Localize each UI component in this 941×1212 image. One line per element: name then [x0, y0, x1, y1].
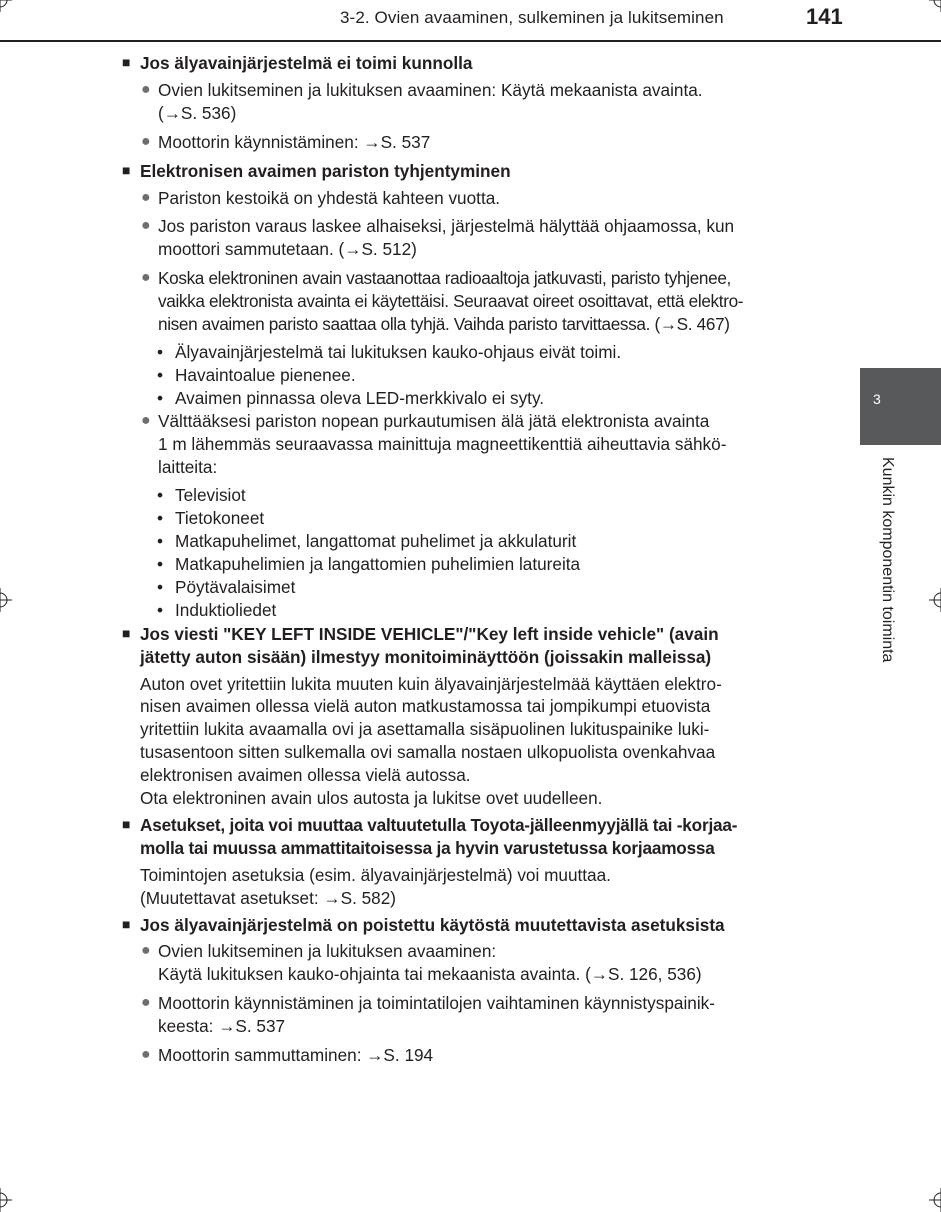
list-item: [141, 410, 822, 479]
chapter-side-label: Kunkin komponentin toiminta: [879, 457, 896, 663]
crop-mark-top-right: [929, 0, 941, 12]
section-key-left-inside: [122, 623, 822, 810]
section-title: Jos älyavainjärjestelmä ei toimi kunnolla: [140, 53, 473, 73]
list-item: [141, 131, 822, 154]
sub-item-text: Havaintoalue pienenee.: [175, 364, 356, 385]
bullet-icon: ●: [141, 269, 151, 287]
section-title: Jos älyavainjärjestelmä on poistettu käytöstä muutettavista asetuksista: [140, 914, 725, 935]
section-heading: [122, 914, 822, 937]
bullet-icon: ●: [141, 80, 151, 98]
sub-bullet-icon: •: [157, 387, 164, 408]
section-paragraph: [140, 673, 822, 810]
bullet-icon: ●: [141, 188, 151, 206]
sub-bullet-icon: •: [157, 576, 164, 597]
bullet-text: Välttääksesi pariston nopean purkautumisen älä jätä elektronista avainta: [158, 410, 710, 431]
list-item: [141, 992, 822, 1038]
sub-list-item: [157, 530, 822, 553]
sub-item-text: Pöytävalaisimet: [175, 576, 296, 597]
paragraph-line: yritettiin lukita avaamalla ovi ja asettamalla sisäpuolinen lukituspainike luki-: [140, 719, 710, 740]
sub-item-text: Älyavainjärjestelmä tai lukituksen kauko-ohjaus eivät toimi.: [175, 341, 622, 362]
bullet-text: 1 m lähemmäs seuraavassa mainittuja magneettikenttiä aiheuttavia sähkö-: [158, 433, 727, 454]
section-customizable-settings: [122, 814, 822, 910]
list-item: [141, 1044, 822, 1067]
list-item: [141, 187, 822, 210]
sub-bullet-icon: •: [157, 484, 164, 505]
bullet-text: (→S. 536): [158, 102, 237, 123]
sub-item-text: Matkapuhelimien ja langattomien puhelimien latureita: [175, 553, 581, 574]
sub-item-text: Avaimen pinnassa oleva LED-merkkivalo ei syty.: [175, 387, 545, 408]
bullet-icon: ●: [141, 994, 151, 1012]
page-number: 141: [806, 4, 843, 29]
bullet-text: Moottorin käynnistäminen ja toimintatilojen vaihtaminen käynnistyspainik-: [158, 993, 715, 1014]
list-item: [141, 267, 822, 336]
section-marker-icon: ■: [122, 815, 131, 832]
bullet-icon: ●: [141, 1046, 151, 1064]
bullet-icon: ●: [141, 132, 151, 150]
section-title: jätetty auton sisään) ilmestyy monitoiminäyttöön (joissakin malleissa): [140, 646, 712, 667]
sub-list-item: [157, 599, 822, 622]
sub-item-text: Televisiot: [175, 484, 246, 505]
header-divider: [0, 40, 941, 42]
bullet-text: Ovien lukitseminen ja lukituksen avaaminen: Käytä mekaanista avainta.: [158, 79, 703, 100]
section-title: molla tai muussa ammattitaitoisessa ja hyvin varustetussa korjaamossa: [140, 837, 715, 858]
bullet-text: Ovien lukitseminen ja lukituksen avaaminen:: [158, 941, 497, 962]
sub-bullet-icon: •: [157, 599, 164, 620]
crop-mark-middle-left: [0, 588, 12, 612]
section-heading: [122, 814, 822, 860]
section-smart-key-disabled: [122, 914, 822, 1067]
list-item: [141, 215, 822, 261]
sub-list-item: [157, 387, 822, 410]
sub-bullet-icon: •: [157, 553, 164, 574]
section-battery-depletion: [122, 160, 822, 622]
sub-list-item: [157, 364, 822, 387]
section-paragraph: [140, 864, 822, 910]
sub-list: [157, 484, 822, 622]
sub-bullet-icon: •: [157, 364, 164, 385]
bullet-icon: ●: [141, 942, 151, 960]
section-title: Elektronisen avaimen pariston tyhjentyminen: [140, 160, 511, 181]
sub-bullet-icon: •: [157, 341, 164, 362]
chapter-title: 3-2. Ovien avaaminen, sulkeminen ja lukitseminen: [340, 8, 724, 27]
sub-item-text: Matkapuhelimet, langattomat puhelimet ja akkulaturit: [175, 530, 577, 551]
section-title: Jos viesti "KEY LEFT INSIDE VEHICLE"/"Key left inside vehicle" (avain: [140, 623, 719, 644]
bullet-text: Jos pariston varaus laskee alhaiseksi, järjestelmä hälyttää ohjaamossa, kun: [158, 216, 735, 237]
paragraph-line: (Muutettavat asetukset: →S. 582): [140, 887, 397, 908]
paragraph-line: Toimintojen asetuksia (esim. älyavainjärjestelmä) voi muuttaa.: [140, 864, 611, 885]
bullet-text: moottori sammutetaan. (→S. 512): [158, 239, 417, 260]
sub-list-item: [157, 507, 822, 530]
paragraph-line: elektronisen avaimen ollessa vielä autossa.: [140, 765, 471, 786]
sub-bullet-icon: •: [157, 530, 164, 551]
sub-list-item: [157, 553, 822, 576]
section-title: Asetukset, joita voi muuttaa valtuutetulla Toyota-jälleenmyyjällä tai -korjaa-: [140, 814, 738, 835]
sub-list-item: [157, 341, 822, 364]
bullet-text: laitteita:: [158, 456, 218, 477]
bullet-icon: ●: [141, 411, 151, 429]
page-content: [122, 52, 822, 1073]
bullet-text: Moottorin sammuttaminen: →S. 194: [158, 1045, 434, 1066]
bullet-text: Moottorin käynnistäminen: →S. 537: [158, 131, 431, 152]
bullet-text: Käytä lukituksen kauko-ohjainta tai mekaanista avainta. (→S. 126, 536): [158, 964, 702, 985]
sub-item-text: Tietokoneet: [175, 507, 265, 528]
sub-list: [157, 341, 822, 410]
bullet-text: Pariston kestoikä on yhdestä kahteen vuotta.: [158, 187, 501, 208]
crop-mark-top-left: [0, 0, 12, 12]
crop-mark-bottom-right: [929, 1188, 941, 1212]
bullet-text: vaikka elektronista avainta ei käytettäisi. Seuraavat oireet osoittavat, että elektro-: [158, 291, 744, 312]
sub-list-item: [157, 484, 822, 507]
sub-bullet-icon: •: [157, 507, 164, 528]
paragraph-line: tusasentoon sitten sulkemalla ovi samalla nostaen ulkopuolista ovenkahvaa: [140, 742, 716, 763]
section-smart-key-malfunction: [122, 52, 822, 154]
crop-mark-bottom-left: [0, 1188, 12, 1212]
section-heading: [122, 160, 822, 183]
paragraph-line: Auton ovet yritettiin lukita muuten kuin älyavainjärjestelmää käyttäen elektro-: [140, 673, 722, 694]
bullet-text: nisen avaimen paristo saattaa olla tyhjä. Vaihda paristo tarvittaessa. (→S. 467): [158, 314, 730, 335]
list-item: [141, 940, 822, 986]
bullet-text: keesta: →S. 537: [158, 1016, 286, 1037]
section-marker-icon: ■: [122, 161, 131, 178]
section-heading: [122, 52, 822, 75]
chapter-tab-number: 3: [873, 391, 881, 407]
section-marker-icon: ■: [122, 624, 131, 641]
bullet-icon: ●: [141, 217, 151, 235]
section-marker-icon: ■: [122, 54, 131, 70]
sub-list-item: [157, 576, 822, 599]
sub-item-text: Induktioliedet: [175, 599, 277, 620]
bullet-text: Koska elektroninen avain vastaanottaa radioaaltoja jatkuvasti, paristo tyhjenee,: [158, 268, 731, 289]
paragraph-line: Ota elektroninen avain ulos autosta ja lukitse ovet uudelleen.: [140, 788, 603, 809]
section-marker-icon: ■: [122, 915, 131, 932]
list-item: [141, 79, 822, 125]
paragraph-line: nisen avaimen ollessa vielä auton matkustamossa tai jompikumpi etuovista: [140, 696, 711, 717]
section-heading: [122, 623, 822, 669]
crop-mark-middle-right: [929, 588, 941, 612]
